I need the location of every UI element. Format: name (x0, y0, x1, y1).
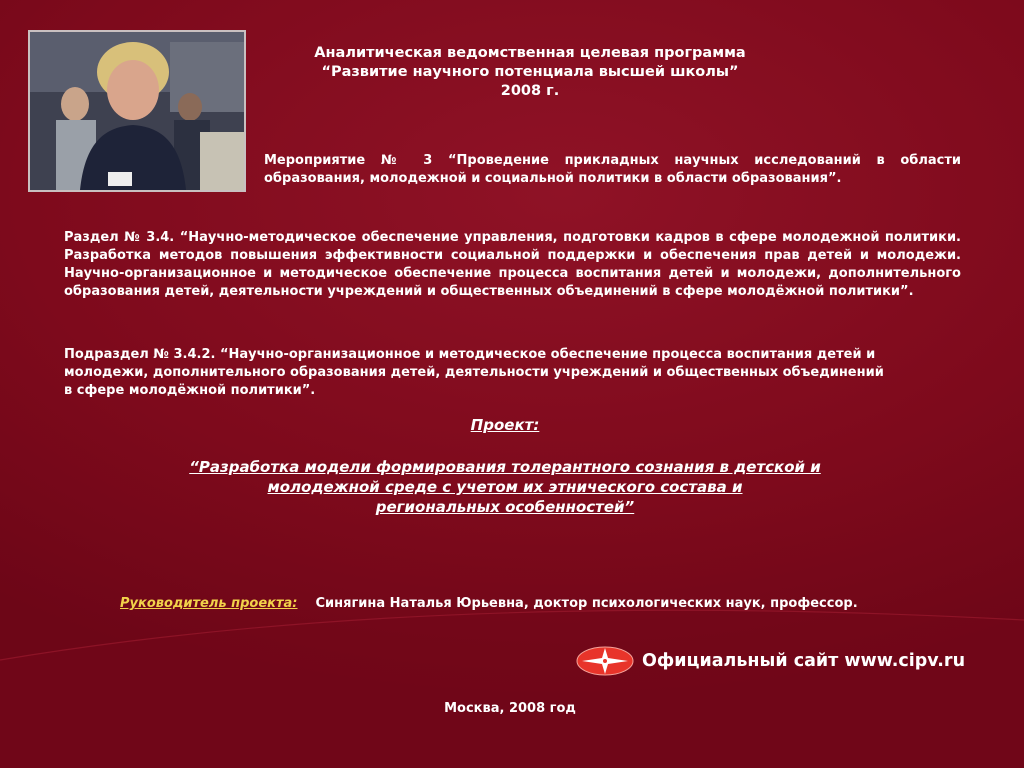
project-title (110, 457, 900, 517)
program-year: 2008 г. (500, 83, 560, 99)
subsection-text (64, 346, 954, 400)
project-title-line1: “Разработка модели формирования толерантного сознания в детской и (189, 458, 821, 476)
event-text: Мероприятие № 3 “Проведение прикладных научных исследований в области образования, молодежной и социальной политики в области образования”. (264, 153, 961, 186)
subsection-line3: в сфере молодёжной политики”. (64, 383, 316, 398)
project-leader (120, 596, 858, 611)
background-swoosh (0, 590, 1024, 768)
project-title-line2: молодежной среде с учетом их этнического состава и (267, 478, 743, 496)
footer-location-year: Москва, 2008 год (444, 701, 576, 716)
program-title-line1: Аналитическая ведомственная целевая программа (314, 45, 746, 61)
presenter-photo (28, 30, 246, 192)
program-header (250, 44, 810, 101)
star-compass-logo-icon (576, 646, 634, 676)
subsection-line1: Подраздел № 3.4.2. “Научно-организационное и методическое обеспечение процесса воспитания детей и (64, 347, 876, 362)
leader-label: Руководитель проекта: (120, 596, 298, 611)
program-title-line2: “Развитие научного потенциала высшей школы” (321, 64, 739, 80)
subsection-line2: молодежи, дополнительного образования детей, деятельности учреждений и общественных объединений (64, 365, 884, 380)
leader-name: Синягина Наталья Юрьевна, доктор психологических наук, профессор. (315, 596, 858, 611)
project-title-line3: региональных особенностей” (375, 498, 635, 516)
section-text: Раздел № 3.4. “Научно-методическое обеспечение управления, подготовки кадров в сфере молодежной политики. Разработка методов повышения эффективности социальной поддержки и обеспечения прав детей и молодежи. Научно-организационное и методическое обеспечение процесса воспитания детей и молодежи, дополнительного образования детей, деятельности учреждений и общественных объединений в сфере молодёжной политики”. (64, 230, 961, 299)
project-label: Проект: (470, 416, 540, 434)
official-site-text: Официальный сайт www.cipv.ru (642, 651, 966, 671)
official-site-link[interactable] (576, 646, 965, 676)
